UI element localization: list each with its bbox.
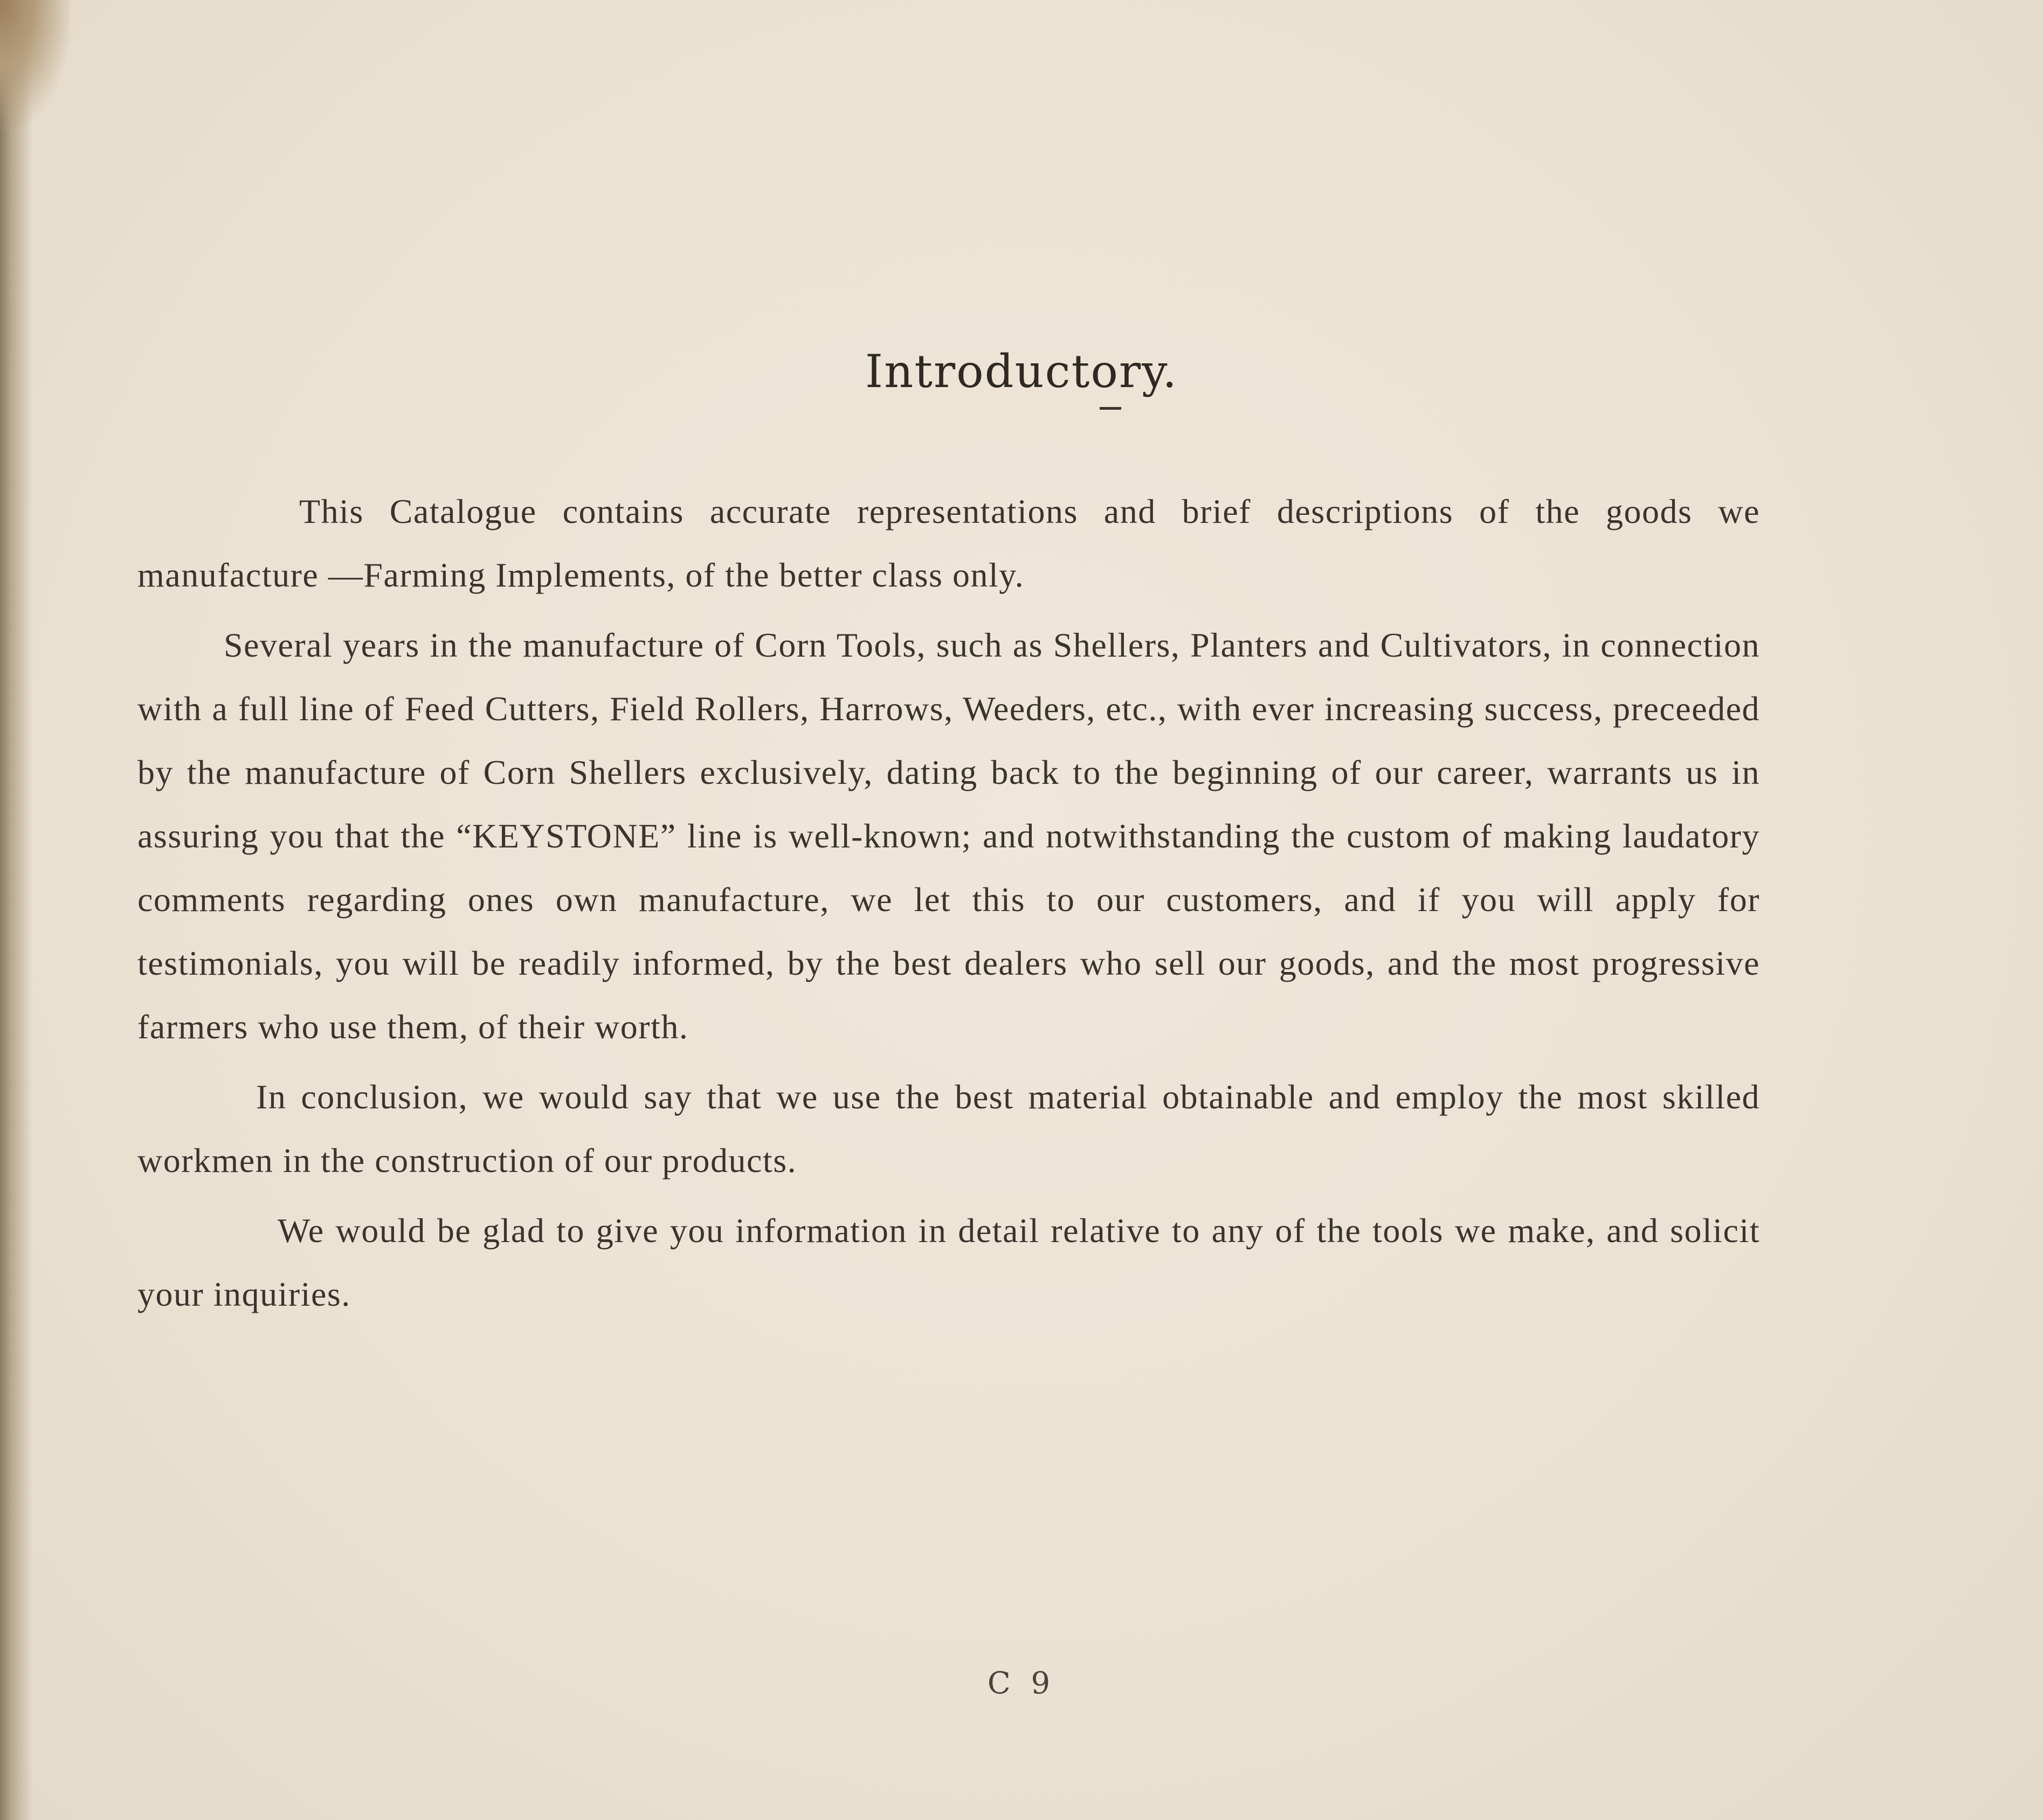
title-underline [1100, 407, 1121, 410]
page-title: Introductory. [865, 345, 1178, 398]
page-number: C 9 [987, 1666, 1056, 1701]
paragraph-intro: This Catalogue contains accurate representations and brief descriptions of the goods we manufacture —Farming Implements, of the better class only. [137, 492, 1760, 594]
corner-stain [0, 0, 70, 129]
paragraph-conclusion: In conclusion, we would say that we use the best material obtainable and employ the most skilled workmen in the construction of our products. [137, 1078, 1760, 1180]
body-text [137, 480, 1760, 1333]
paragraph-history: Several years in the manufacture of Corn Tools, such as Shellers, Planters and Cultivators, in connection with a full line of Feed Cutters, Field Rollers, Harrows, Weeders, etc., with ever increasing success, preceeded by the manufacture of Corn Shellers exclusively, dating back to the beginning of our career, warrants us in assuring you that the “KEYSTONE” line is well-known; and notwithstanding the custom of making laudatory comments regarding ones own manufacture, we let this to our customers, and if you will apply for testimonials, you will be readily informed, by the best dealers who sell our goods, and the most progressive farmers who use them, of their worth. [137, 626, 1760, 1046]
paragraph-inquiries: We would be glad to give you information in detail relative to any of the tools we make, and solicit your inquiries. [137, 1211, 1760, 1313]
spine-shadow [0, 0, 32, 1820]
